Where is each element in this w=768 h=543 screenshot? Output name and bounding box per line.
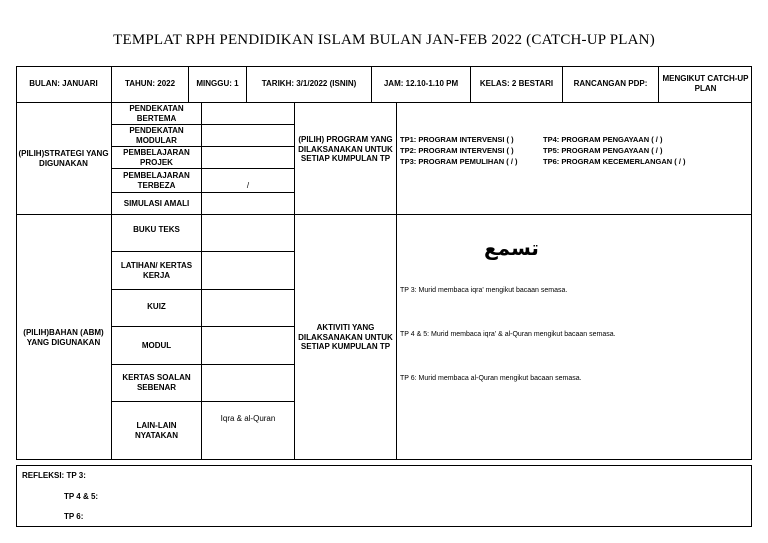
program-tp3: TP3: PROGRAM PEMULIHAN ( / ) xyxy=(400,157,518,166)
bahan-item: KUIZ xyxy=(111,289,201,326)
cell-rancangan: RANCANGAN PDP: xyxy=(562,66,658,102)
program-tp2: TP2: PROGRAM INTERVENSI ( ) xyxy=(400,146,514,155)
strategi-item: PEMBELAJARAN PROJEK xyxy=(111,146,201,168)
refleksi-tp6: TP 6: xyxy=(64,512,84,521)
aktiviti-label: AKTIVITI YANG DILAKSANAKAN UNTUK SETIAP KUMPULAN TP xyxy=(294,214,396,460)
strategi-item: SIMULASI AMALI xyxy=(111,192,201,214)
bahan-value xyxy=(201,214,294,251)
strategi-mark: / xyxy=(201,168,294,192)
strategi-item: PENDEKATAN BERTEMA xyxy=(111,102,201,124)
cell-jam: JAM: 12.10-1.10 PM xyxy=(371,66,470,102)
cell-tahun: TAHUN: 2022 xyxy=(111,66,188,102)
bahan-value xyxy=(201,364,294,401)
bahan-value xyxy=(201,326,294,364)
program-tp5: TP5: PROGRAM PENGAYAAN ( / ) xyxy=(543,146,663,155)
bahan-value: Iqra & al-Quran xyxy=(201,401,294,460)
cell-tarikh: TARIKH: 3/1/2022 (ISNIN) xyxy=(246,66,371,102)
bahan-item: KERTAS SOALAN SEBENAR xyxy=(111,364,201,401)
aktiviti-tp45: TP 4 & 5: Murid membaca iqra' & al-Quran mengikut bacaan semasa. xyxy=(400,331,616,338)
strategi-label: (PILIH)STRATEGI YANG DIGUNAKAN xyxy=(16,102,111,214)
program-tp1: TP1: PROGRAM INTERVENSI ( ) xyxy=(400,135,514,144)
bahan-label: (PILIH)BAHAN (ABM) YANG DIGUNAKAN xyxy=(16,214,111,460)
page-title: TEMPLAT RPH PENDIDIKAN ISLAM BULAN JAN-FEB 2022 (CATCH-UP PLAN) xyxy=(113,32,655,48)
aktiviti-tp6: TP 6: Murid membaca al-Quran mengikut bacaan semasa. xyxy=(400,375,582,382)
strategi-mark xyxy=(201,192,294,214)
refleksi-tp45: TP 4 & 5: xyxy=(64,492,99,501)
bahan-item: LAIN-LAIN NYATAKAN xyxy=(111,401,201,460)
program-label: (PILIH) PROGRAM YANG DILAKSANAKAN UNTUK SETIAP KUMPULAN TP xyxy=(294,102,396,214)
bahan-value xyxy=(201,251,294,289)
bahan-item: BUKU TEKS xyxy=(111,214,201,251)
strategi-item: PENDEKATAN MODULAR xyxy=(111,124,201,146)
bahan-item: LATIHAN/ KERTAS KERJA xyxy=(111,251,201,289)
bahan-value xyxy=(201,289,294,326)
strategi-mark xyxy=(201,124,294,146)
program-tp4: TP4: PROGRAM PENGAYAAN ( / ) xyxy=(543,135,663,144)
cell-kelas: KELAS: 2 BESTARI xyxy=(470,66,562,102)
program-tp6: TP6: PROGRAM KECEMERLANGAN ( / ) xyxy=(543,157,686,166)
arabic-heading: تسمع xyxy=(484,236,539,260)
aktiviti-tp3: TP 3: Murid membaca iqra' mengikut bacaan semasa. xyxy=(400,287,568,294)
strategi-mark xyxy=(201,102,294,124)
bahan-item: MODUL xyxy=(111,326,201,364)
refleksi-tp3: REFLEKSI: TP 3: xyxy=(22,471,86,480)
cell-minggu: MINGGU: 1 xyxy=(188,66,246,102)
strategi-mark xyxy=(201,146,294,168)
cell-bulan: BULAN: JANUARI xyxy=(29,79,98,89)
strategi-item: PEMBELAJARAN TERBEZA xyxy=(111,168,201,192)
refleksi-box xyxy=(16,465,752,527)
cell-mengikut: MENGIKUT CATCH-UP PLAN xyxy=(658,66,752,102)
